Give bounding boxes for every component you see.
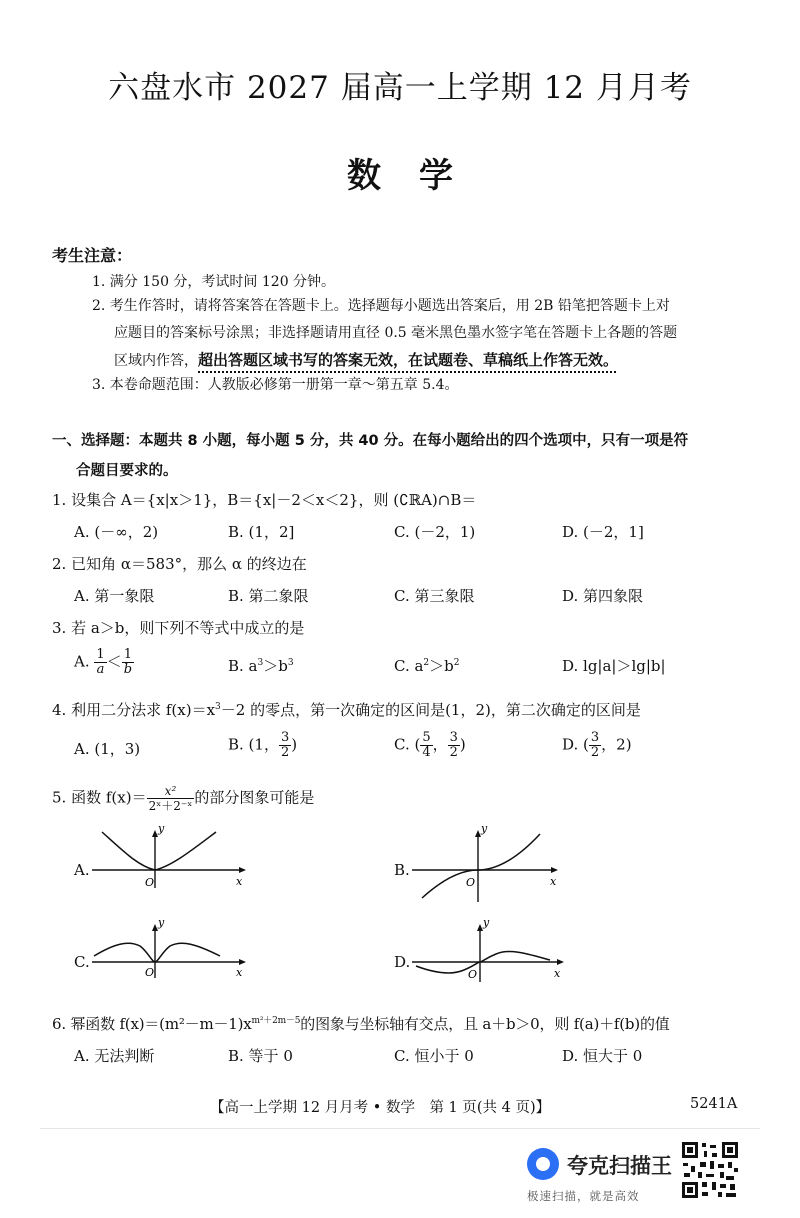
q4-option-b: B. (1， $\frac{3}{2}$ ) — [228, 730, 298, 760]
quark-logo-icon — [527, 1148, 559, 1180]
q2-option-d: D. 第四象限 — [562, 587, 644, 605]
q5-option-a: A. — [74, 861, 90, 879]
q2-option-c: C. 第三象限 — [394, 587, 475, 605]
q4-option-d: D. ( $\frac{3}{2}$ ，2) — [562, 730, 632, 760]
q3-option-b: B. $a^3>b^3$ — [228, 657, 294, 675]
q1-option-d: D. (－2，1] — [562, 523, 644, 541]
section-1-line2: 合题目要求的。 — [76, 463, 178, 479]
brand-slogan: 极速扫描，就是高效 — [527, 1189, 640, 1203]
q3-stem: 3. 若 a＞b，则下列不等式中成立的是 — [52, 619, 305, 637]
q6-stem: 6. 幂函数 $f(x)=(m^2-m-1)x^{m^2+2m-5}$的图象与坐标轴有交点，且 a＋b＞0，则 f(a)＋f(b)的值 — [52, 1015, 670, 1033]
q6-option-c: C. 恒小于 0 — [394, 1047, 474, 1065]
note-3: 3. 本卷命题范围：人教版必修第一册第一章～第五章 5.4。 — [92, 377, 459, 393]
note-2-emphasis: 超出答题区域书写的答案无效，在试题卷、草稿纸上作答无效。 — [198, 351, 619, 369]
scanner-brand — [527, 1148, 677, 1204]
q6-option-a: A. 无法判断 — [74, 1047, 155, 1065]
q1-option-b: B. (1，2] — [228, 523, 295, 541]
note-2 — [92, 293, 752, 375]
note-1: 1. 满分 150 分，考试时间 120 分钟。 — [92, 274, 336, 290]
section-1-line1: 一、选择题：本题共 8 小题，每小题 5 分，共 40 分。在每小题给出的四个选项中，只有一项是符 — [52, 433, 689, 449]
note-2-line-a: 2. 考生作答时，请将答案答在答题卡上。选择题每小题选出答案后，用 2B 铅笔把答题卡上对 — [92, 298, 670, 314]
q5-option-b: B. — [394, 861, 410, 879]
q4-option-c: C. ( $\frac{5}{4}$ ， $\frac{3}{2}$ ) — [394, 730, 466, 760]
q1-option-c: C. (－2，1) — [394, 523, 476, 541]
q3-option-a: A. $\frac{1}{a}$ ＜ $\frac{1}{b}$ — [74, 647, 133, 677]
subject-title: 数学 — [347, 156, 491, 196]
q3-frac-1-a: $\frac{1}{a}$ — [96, 647, 105, 677]
q5-graph-c — [70, 920, 260, 980]
q4-option-a: A. (1，3) — [74, 740, 141, 758]
svg-text:x: x — [236, 875, 243, 888]
q6-option-d: D. 恒大于 0 — [562, 1047, 643, 1065]
svg-text:y: y — [483, 920, 490, 929]
paper-code: 5241A — [690, 1096, 738, 1112]
svg-text:O: O — [145, 966, 155, 979]
q1-option-a: A. (－∞，2) — [74, 523, 159, 541]
page-footer: 【高一上学期 12 月月考 • 数学 第 1 页(共 4 页)】 — [210, 1100, 551, 1116]
q2-option-b: B. 第二象限 — [228, 587, 309, 605]
note-2-line-c-text: 区域内作答， — [114, 353, 198, 369]
q5-graph-a — [70, 826, 260, 890]
q3-option-d: D. lg|a|＞lg|b| — [562, 657, 666, 675]
svg-text:x: x — [550, 875, 557, 888]
qr-code-icon — [680, 1140, 740, 1200]
q2-stem: 2. 已知角 α＝583°，那么 α 的终边在 — [52, 555, 307, 573]
q3-option-c: C. $a^2>b^2$ — [394, 657, 460, 675]
divider — [40, 1128, 760, 1129]
q3-frac-1-b: $\frac{1}{b}$ — [123, 647, 133, 677]
svg-text:O: O — [466, 876, 476, 889]
notes-heading: 考生注意： — [52, 246, 133, 265]
note-2-line-c — [92, 347, 752, 375]
svg-text:x: x — [236, 966, 243, 979]
q1-stem: 1. 设集合 A＝{x|x＞1}，B＝{x|－2＜x＜2}，则 (∁ℝA)∩B＝ — [52, 491, 477, 509]
q5-option-c: C. — [74, 953, 90, 971]
svg-text:y: y — [158, 920, 165, 929]
svg-text:y: y — [158, 826, 165, 835]
exam-title: 六盘水市 2027 届高一上学期 12 月月考 — [108, 70, 692, 106]
q4-stem: 4. 利用二分法求 $f(x)=x^3-2$ 的零点，第一次确定的区间是(1，2)，第二次确定的区间是 — [52, 701, 641, 719]
section-1-heading — [52, 426, 752, 486]
q5-option-d: D. — [394, 953, 411, 971]
svg-text:x: x — [554, 967, 561, 980]
q5-graph-d — [392, 920, 582, 984]
note-2-line-b: 应题目的答案标号涂黑；非选择题请用直径 0.5 毫米黑色墨水签字笔在答题卡上各题的答题 — [114, 325, 678, 341]
brand-name: 夸克扫描王 — [567, 1154, 672, 1178]
svg-text:O: O — [145, 876, 155, 889]
q5-graph-b — [392, 826, 582, 906]
svg-text:y: y — [481, 826, 488, 835]
svg-text:O: O — [468, 968, 478, 981]
q6-option-b: B. 等于 0 — [228, 1047, 293, 1065]
q2-option-a: A. 第一象限 — [74, 587, 155, 605]
q5-stem: 5. 函数 f(x)＝ $\frac{\text{x²}}{\text{2ˣ＋2⁻ˣ}}$ 的部分图象可能是 — [52, 784, 315, 813]
